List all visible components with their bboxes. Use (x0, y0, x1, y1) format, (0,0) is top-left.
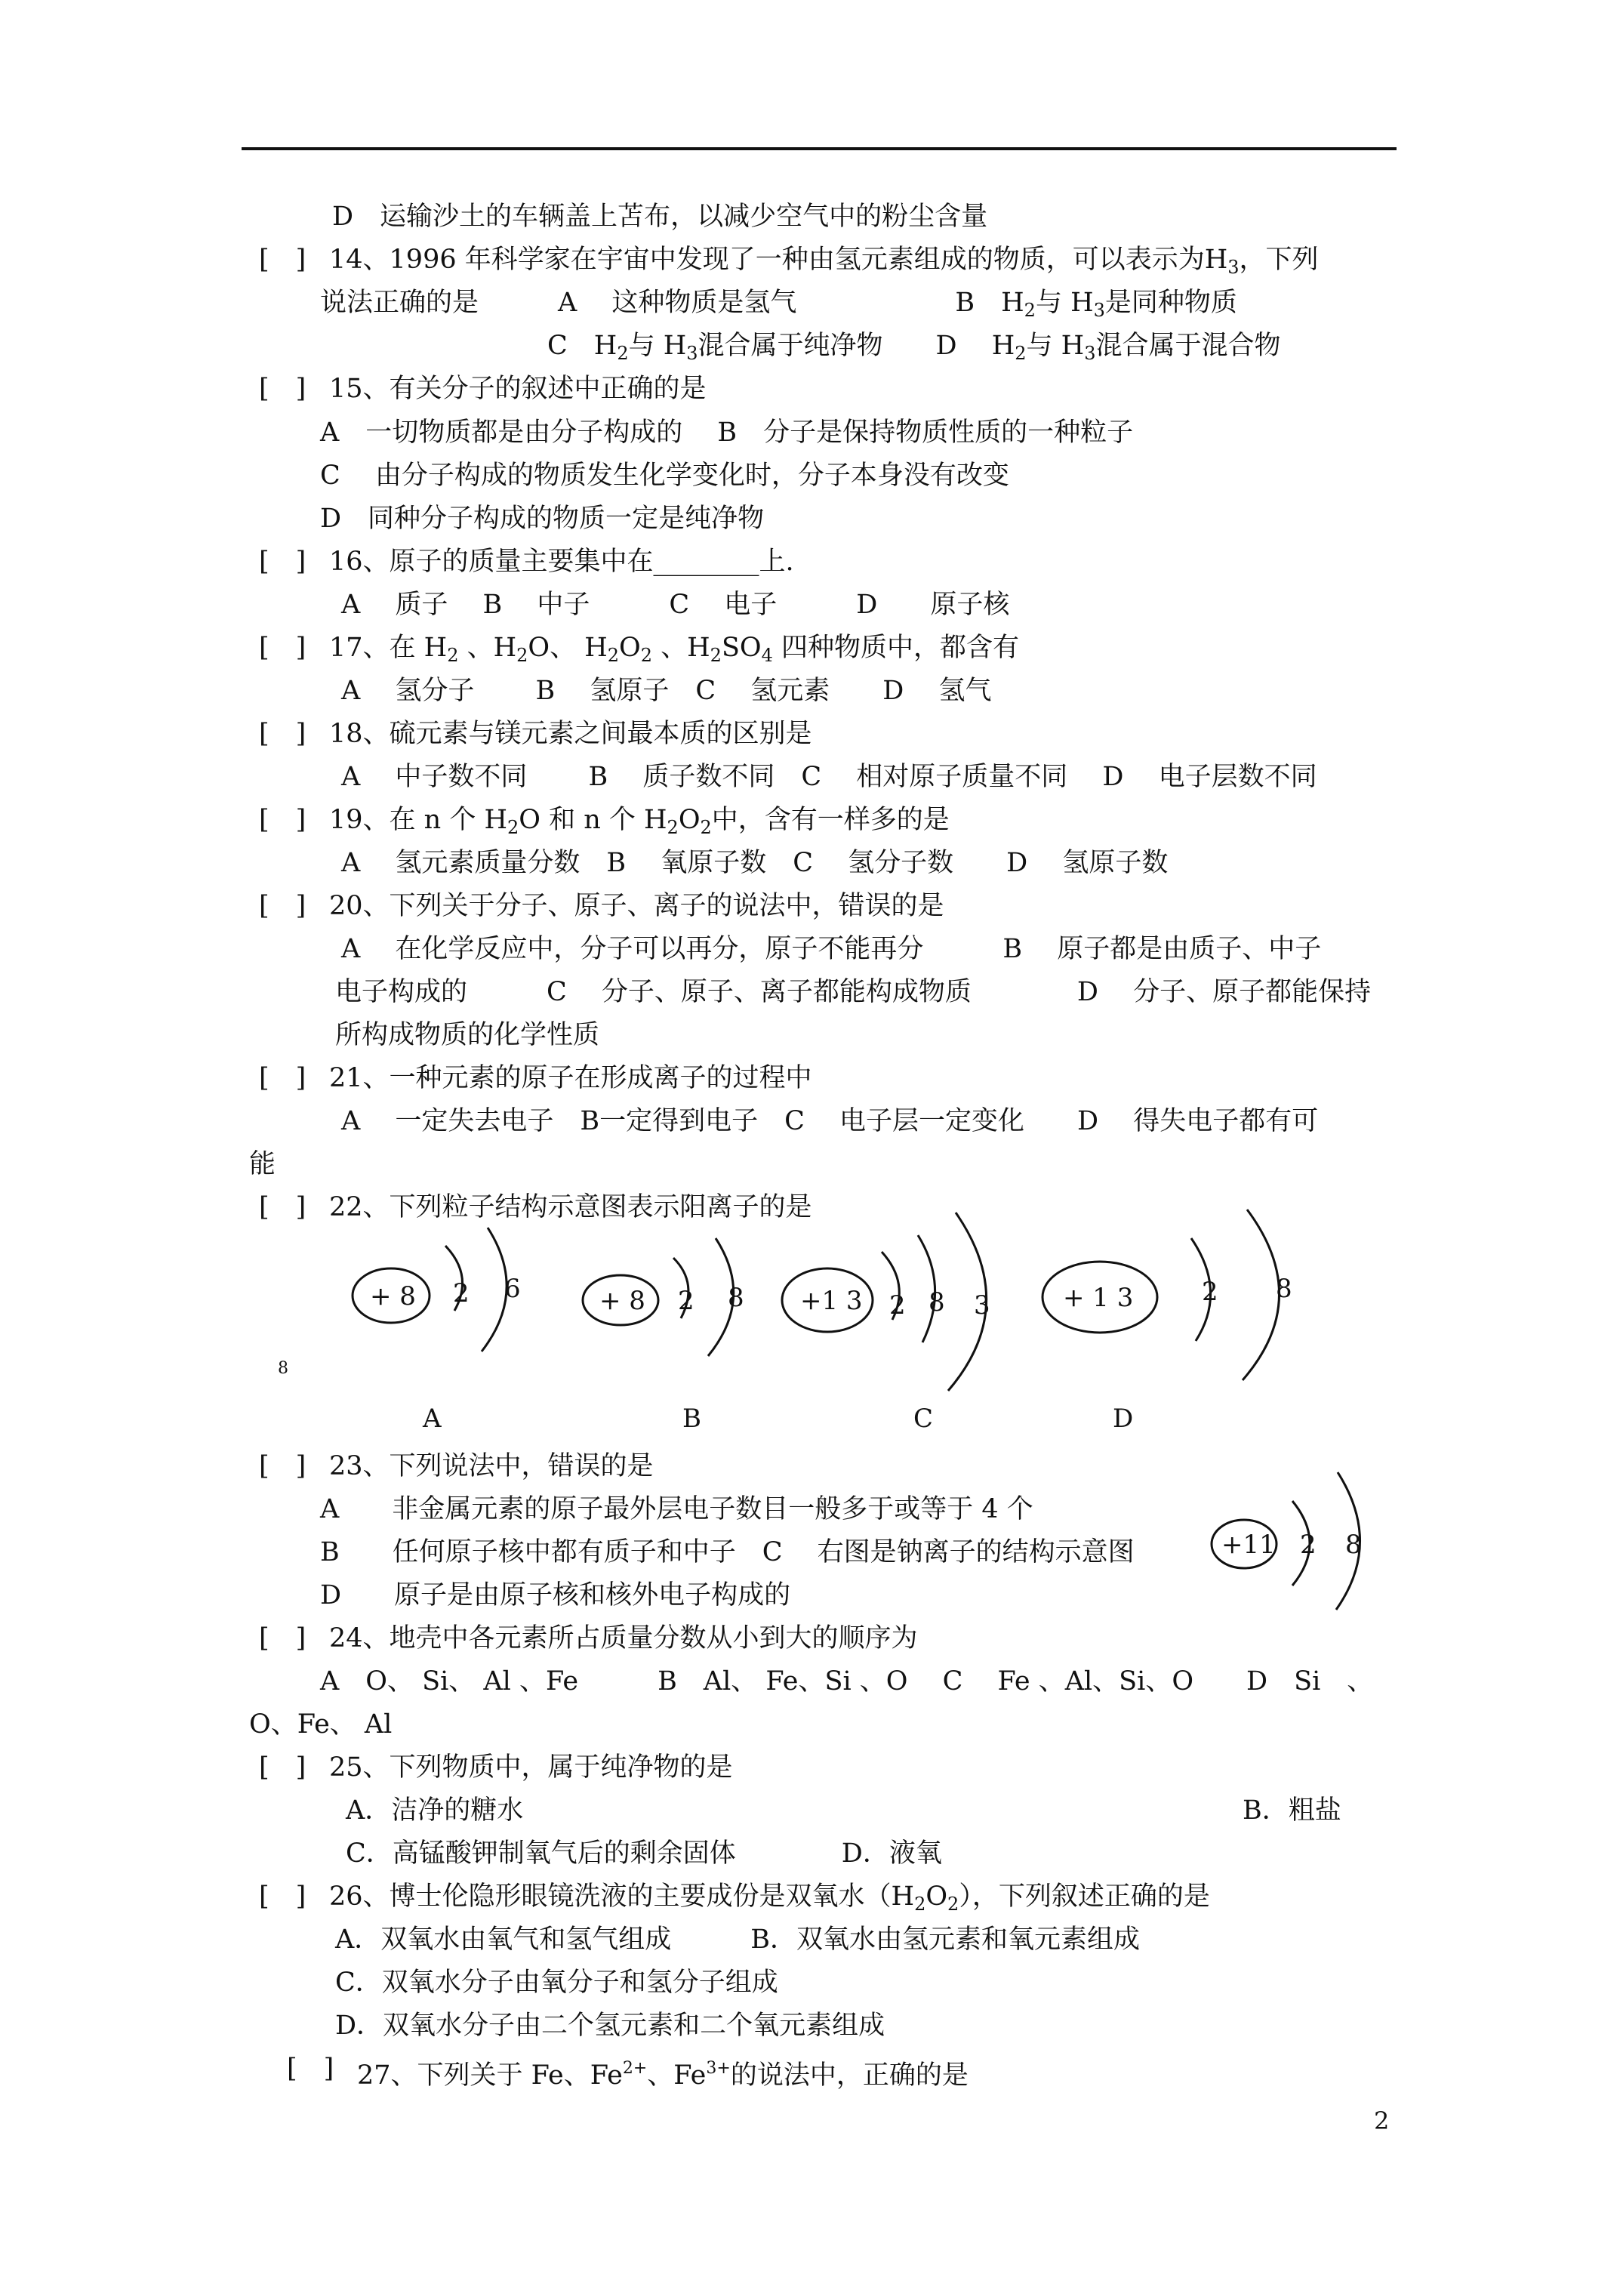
diagram-d-label: D (1113, 1404, 1134, 1434)
q26-option-c: C．双氧水分子由氧分子和氢分子组成 (335, 1968, 778, 1998)
diagram-a-shell-2: 6 (504, 1274, 521, 1304)
diagram-c-label: C (913, 1404, 934, 1434)
q17-stem: 17、在 $H_2$ 、$H_2O$、 $H_2O_2$ 、$H_2SO_4$ 四种物质中，都含有 (329, 633, 1020, 666)
q23-bracket[interactable]: [ ] (259, 1451, 306, 1481)
q25-option-a: A．洁净的糖水 (346, 1795, 524, 1826)
diagram-c-shell-1: 2 (889, 1290, 906, 1321)
q15-option-c: C 由分子构成的物质发生化学变化时，分子本身没有改变 (320, 461, 1009, 491)
q15-option-d: D 同种分子构成的物质一定是纯净物 (320, 504, 765, 534)
q14-bracket[interactable]: [ ] (259, 245, 306, 275)
stray-label-eight: 8 (278, 1359, 288, 1378)
q24-options-line2: O、Fe、 Al (249, 1709, 393, 1740)
q20-options-line1: A 在化学反应中，分子可以再分，原子不能再分 B 原子都是由质子、中子 (341, 934, 1322, 964)
q21-options-line1: A 一定失去电子 B一定得到电子 C 电子层一定变化 D 得失电子都有可 (341, 1106, 1319, 1136)
diagram-d-nucleus: + 1 3 (1063, 1283, 1134, 1313)
diagram-c-nucleus: +1 3 (800, 1286, 863, 1316)
q21-stem: 21、一种元素的原子在形成离子的过程中 (329, 1063, 812, 1093)
q23-stem: 23、下列说法中，错误的是 (329, 1451, 654, 1481)
q18-stem: 18、硫元素与镁元素之间最本质的区别是 (329, 719, 812, 749)
q15-bracket[interactable]: [ ] (259, 374, 306, 404)
diagram-a-nucleus: + 8 (370, 1281, 416, 1311)
q27-bracket[interactable]: [ ] (287, 2054, 334, 2084)
q22-stem: 22、下列粒子结构示意图表示阳离子的是 (329, 1192, 812, 1222)
q20-options-line3: 所构成物质的化学性质 (335, 1020, 600, 1050)
q25-bracket[interactable]: [ ] (259, 1752, 306, 1783)
q25-option-b: B．粗盐 (1243, 1795, 1341, 1826)
q23-option-d: D 原子是由原子核和核外电子构成的 (320, 1580, 791, 1610)
q19-bracket[interactable]: [ ] (259, 805, 306, 835)
diagram-d-shell-2: 8 (1276, 1274, 1292, 1304)
q13-option-d: D 运输沙土的车辆盖上苫布，以减少空气中的粉尘含量 (332, 202, 988, 232)
q14-options-cd: C $H_2$与 $H_3$混合属于纯净物 D $H_2$与 $H_3$混合属于混合物 (547, 331, 1281, 364)
q26-bracket[interactable]: [ ] (259, 1881, 306, 1912)
diagram-a-shell-1: 2 (453, 1278, 470, 1308)
q26-stem: 26、博士伦隐形眼镜洗液的主要成份是双氧水$(H_2O_2)$，下列叙述正确的是 (329, 1881, 1210, 1915)
q26-options-ab: A．双氧水由氧气和氢气组成 B．双氧水由氢元素和氧元素组成 (335, 1925, 1140, 1955)
na-diagram-shell-2: 8 (1345, 1530, 1362, 1560)
q24-bracket[interactable]: [ ] (259, 1623, 306, 1653)
diagram-d-shell-1: 2 (1202, 1277, 1218, 1307)
q22-bracket[interactable]: [ ] (259, 1192, 306, 1222)
q24-stem: 24、地壳中各元素所占质量分数从小到大的顺序为 (329, 1623, 918, 1653)
q23-options-bc: B 任何原子核中都有质子和中子 C 右图是钠离子的结构示意图 (320, 1537, 1135, 1567)
q20-bracket[interactable]: [ ] (259, 891, 306, 921)
q23-option-a: A 非金属元素的原子最外层电子数目一般多于或等于 4 个 (320, 1494, 1033, 1524)
q14-options-ab: 说法正确的是 A 这种物质是氢气 B $H_2$与 $H_3$是同种物质 (320, 288, 1237, 321)
q24-options-line1: A O、 Si、 Al 、Fe B Al、 Fe、Si 、O C Fe 、Al、Si、O D Si 、 (320, 1666, 1374, 1697)
diagram-a-label: A (423, 1404, 442, 1434)
q16-bracket[interactable]: [ ] (259, 547, 306, 577)
q27-stem: 27、下列关于 Fe、$Fe^{2+}$、$Fe^{3+}$的说法中，正确的是 (357, 2059, 969, 2091)
diagram-c-shell-2: 8 (929, 1287, 945, 1318)
diagram-b-shell-2: 8 (728, 1283, 744, 1313)
q21-bracket[interactable]: [ ] (259, 1063, 306, 1093)
q15-stem: 15、有关分子的叙述中正确的是 (329, 374, 707, 404)
diagram-b-shell-1: 2 (678, 1286, 694, 1316)
q18-options: A 中子数不同 B 质子数不同 C 相对原子质量不同 D 电子层数不同 (341, 762, 1317, 792)
na-diagram-nucleus: +11 (1221, 1530, 1276, 1560)
q26-option-d: D．双氧水分子由二个氢元素和二个氧元素组成 (335, 2011, 885, 2041)
page-number: 2 (1374, 2106, 1390, 2135)
q19-stem: 19、在 n 个 $H_2O$ 和 n 个 $H_2O_2$中，含有一样多的是 (329, 805, 950, 838)
q25-options-cd: C．高锰酸钾制氧气后的剩余固体 D．液氧 (346, 1838, 942, 1869)
q18-bracket[interactable]: [ ] (259, 719, 306, 749)
q17-options: A 氢分子 B 氢原子 C 氢元素 D 氢气 (341, 676, 992, 706)
q19-options: A 氢元素质量分数 B 氧原子数 C 氢分子数 D 氢原子数 (341, 848, 1169, 878)
q16-stem: 16、原子的质量主要集中在________上. (329, 547, 794, 577)
q15-options-ab: A 一切物质都是由分子构成的 B 分子是保持物质性质的一种粒子 (320, 418, 1134, 448)
q20-stem: 20、下列关于分子、原子、离子的说法中，错误的是 (329, 891, 944, 921)
diagram-c-shell-3: 3 (974, 1290, 990, 1321)
q20-options-line2: 电子构成的 C 分子、原子、离子都能构成物质 D 分子、原子都能保持 (335, 977, 1372, 1007)
q17-bracket[interactable]: [ ] (259, 633, 306, 663)
q14-stem: 14、1996 年科学家在宇宙中发现了一种由氢元素组成的物质，可以表示为$H_3$，下列 (329, 245, 1319, 278)
diagram-b-nucleus: + 8 (599, 1286, 645, 1316)
q21-options-line2: 能 (249, 1149, 276, 1179)
q16-options: A 质子 B 中子 C 电子 D 原子核 (341, 590, 1010, 620)
na-diagram-shell-1: 2 (1300, 1530, 1317, 1560)
diagram-b-label: B (682, 1404, 701, 1434)
q25-stem: 25、下列物质中，属于纯净物的是 (329, 1752, 733, 1783)
